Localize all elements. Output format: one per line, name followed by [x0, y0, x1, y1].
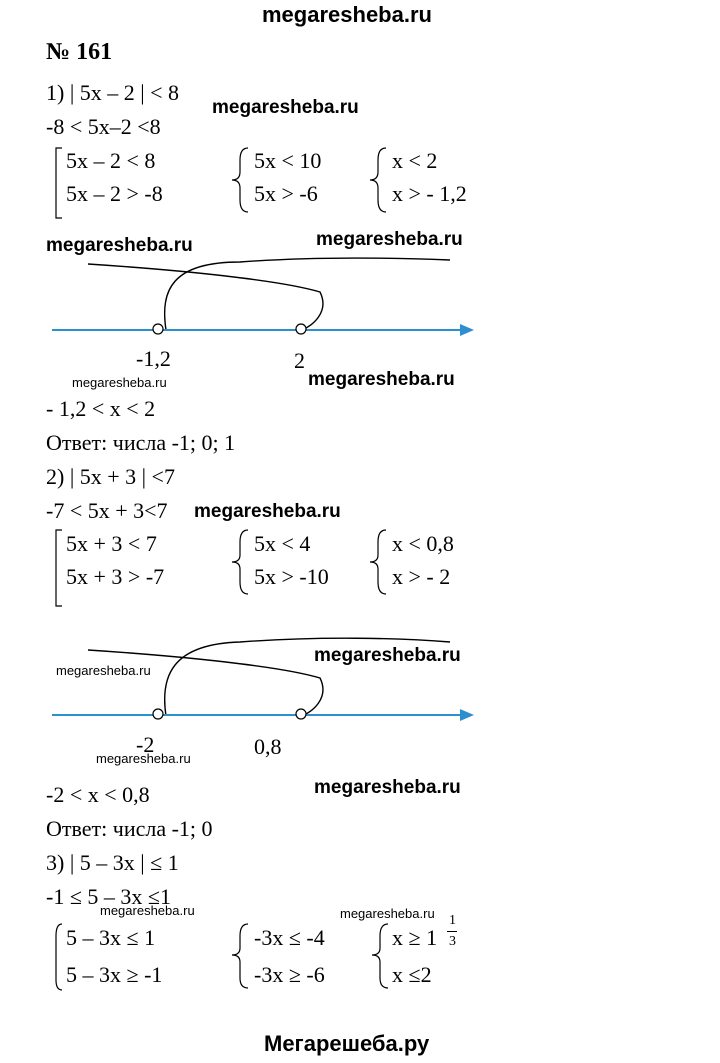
watermark-bottom: Мегарешеба.ру — [264, 1031, 430, 1056]
part3-sys3-line1: x ≥ 1 — [392, 925, 438, 950]
part1-answer: Ответ: числа -1; 0; 1 — [46, 430, 236, 455]
part1-sys3-line2: x > - 1,2 — [392, 181, 467, 206]
part3-header: 3) | 5 – 3x | ≤ 1 — [46, 850, 179, 875]
part1-sys1-line2: 5x – 2 > -8 — [66, 181, 163, 206]
fraction-bar — [447, 931, 457, 932]
number-line-2 — [0, 626, 720, 766]
part1-double-inequality: -8 < 5x–2 <8 — [46, 114, 161, 139]
watermark: megaresheba.ru — [100, 903, 195, 918]
part2-sys1-line1: 5x + 3 < 7 — [66, 531, 157, 556]
watermark: megaresheba.ru — [308, 369, 455, 390]
watermark: megaresheba.ru — [96, 751, 191, 766]
part2-sys3-line1: x < 0,8 — [392, 531, 454, 556]
watermark: megaresheba.ru — [194, 501, 341, 522]
watermark-top: megaresheba.ru — [262, 2, 432, 27]
part3-sys3-line2: x ≤2 — [392, 962, 432, 987]
part2-sys2-line2: 5x > -10 — [254, 564, 329, 589]
part2-sys1-line2: 5x + 3 > -7 — [66, 564, 165, 589]
part3-double-inequality: -1 ≤ 5 – 3x ≤1 — [46, 884, 171, 909]
watermark: megaresheba.ru — [212, 97, 359, 118]
part1-right-point: 2 — [294, 348, 305, 373]
watermark: megaresheba.ru — [72, 375, 167, 390]
part2-header: 2) | 5x + 3 | <7 — [46, 464, 175, 489]
part2-double-inequality: -7 < 5x + 3<7 — [46, 498, 168, 523]
number-line-1 — [0, 240, 720, 380]
part1-left-point: -1,2 — [136, 346, 171, 371]
part2-sys3-line2: x > - 2 — [392, 564, 451, 589]
watermark: megaresheba.ru — [340, 906, 435, 921]
part3-sys1-line1: 5 – 3x ≤ 1 — [66, 925, 156, 950]
watermark: megaresheba.ru — [56, 663, 151, 678]
part1-sys2-line1: 5x < 10 — [254, 148, 322, 173]
part1-sys1-line1: 5x – 2 < 8 — [66, 148, 156, 173]
part2-left-point: -2 — [136, 732, 155, 757]
part3-sys2-line2: -3x ≥ -6 — [254, 962, 325, 987]
watermark: megaresheba.ru — [314, 777, 461, 798]
watermark: megaresheba.ru — [314, 645, 461, 666]
part1-header: 1) | 5x – 2 | < 8 — [46, 80, 180, 105]
problem-number: № 161 — [46, 39, 113, 65]
fraction-numerator: 1 — [449, 913, 456, 928]
part2-right-point: 0,8 — [254, 734, 282, 759]
part1-sys2-line2: 5x > -6 — [254, 181, 318, 206]
part2-answer: Ответ: числа -1; 0 — [46, 816, 213, 841]
part2-result: -2 < x < 0,8 — [46, 782, 150, 807]
watermark: megaresheba.ru — [46, 235, 193, 256]
part2-sys2-line1: 5x < 4 — [254, 531, 311, 556]
watermark: megaresheba.ru — [316, 229, 463, 250]
part3-sys1-line2: 5 – 3x ≥ -1 — [66, 962, 163, 987]
part1-sys3-line1: x < 2 — [392, 148, 438, 173]
part1-result: - 1,2 < x < 2 — [46, 396, 156, 421]
fraction-denominator: 3 — [449, 934, 456, 949]
part3-sys2-line1: -3x ≤ -4 — [254, 925, 325, 950]
